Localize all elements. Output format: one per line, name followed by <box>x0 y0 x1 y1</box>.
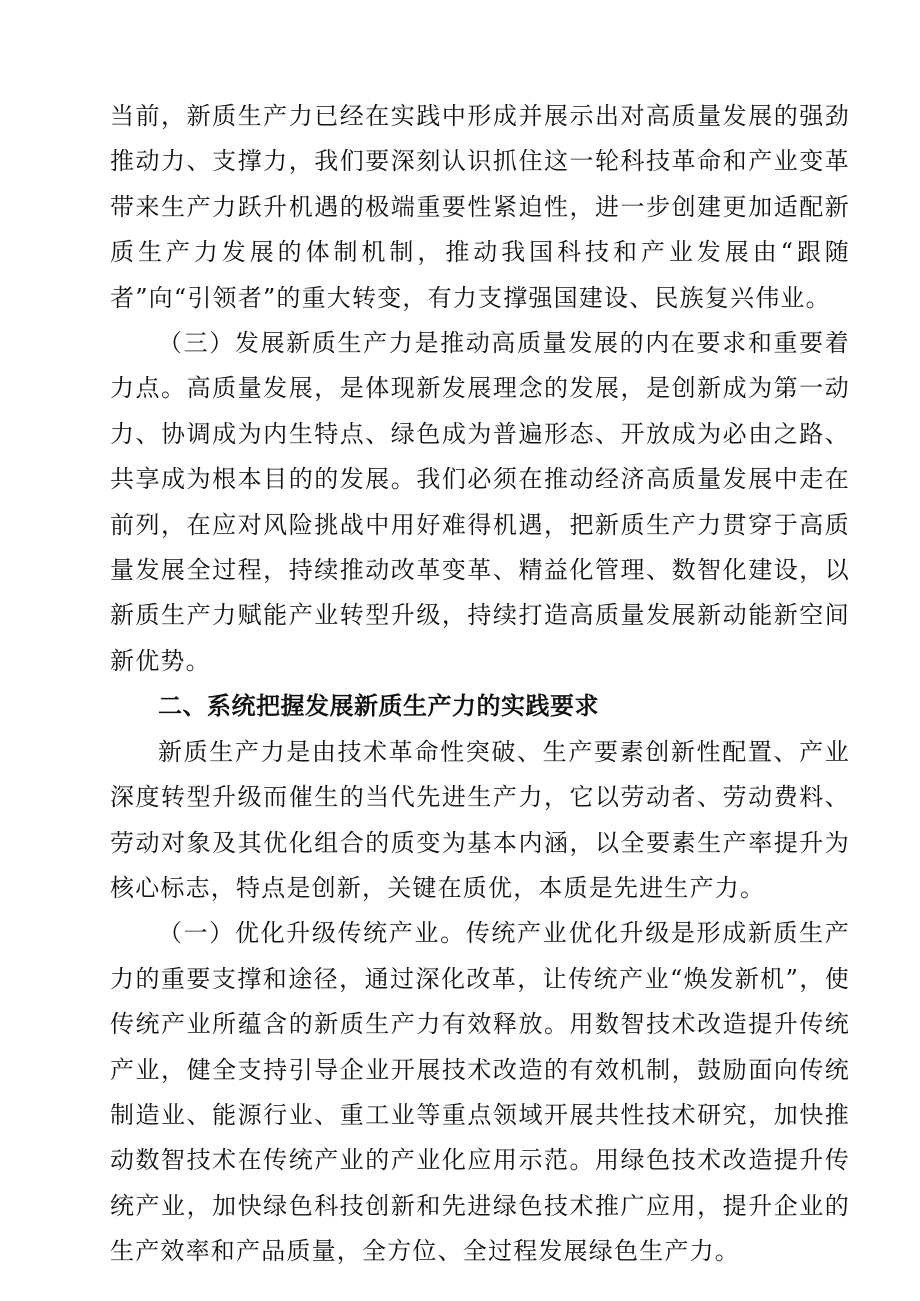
section-heading: 二、系统把握发展新质生产力的实践要求 <box>158 692 599 721</box>
paragraph-high-quality-development: （三）发展新质生产力是推动高质量发展的内在要求和重要着力点。高质量发展，是体现新发展理念的发展，是创新成为第一动力、协调成为内生特点、绿色成为普遍形态、开放成为必由之路、共享成为根本目的的发展。我们必须在推动经济高质量发展中走在前列，在应对风险挑战中用好难得机遇，把新质生产力贯穿于高质量发展全过程，持续推动改革变革、精益化管理、数智化建设，以新质生产力赋能产业转型升级，持续打造高质量发展新动能新空间新优势。 <box>110 329 850 675</box>
document-page <box>110 94 850 1275</box>
paragraph-current-status: 当前，新质生产力已经在实践中形成并展示出对高质量发展的强劲推动力、支撑力，我们要深刻认识抓住这一轮科技革命和产业变革带来生产力跃升机遇的极端重要性紧迫性，进一步创建更加适配新质生产力发展的体制机制，推动我国科技和产业发展由“跟随者”向“引领者”的重大转变，有力支撑强国建设、民族复兴伟业。 <box>110 102 850 312</box>
paragraph-new-productivity-definition: 新质生产力是由技术革命性突破、生产要素创新性配置、产业深度转型升级而催生的当代先进生产力，它以劳动者、劳动费料、劳动对象及其优化组合的质变为基本内涵，以全要素生产率提升为核心标志，特点是创新，关键在质优，本质是先进生产力。 <box>110 737 850 902</box>
paragraph-traditional-industry-upgrade: （一）优化升级传统产业。传统产业优化升级是形成新质生产力的重要支撑和途径，通过深化改革，让传统产业“焕发新机”，使传统产业所蕴含的新质生产力有效释放。用数智技术改造提升传统产业，健全支持引导企业开展技术改造的有效机制，鼓励面向传统制造业、能源行业、重工业等重点领域开展共性技术研究，加快推动数智技术在传统产业的产业化应用示范。用绿色技术改造提升传统产业，加快绿色科技创新和先进绿色技术推广应用，提升企业的生产效率和产品质量，全方位、全过程发展绿色生产力。 <box>110 919 850 1266</box>
